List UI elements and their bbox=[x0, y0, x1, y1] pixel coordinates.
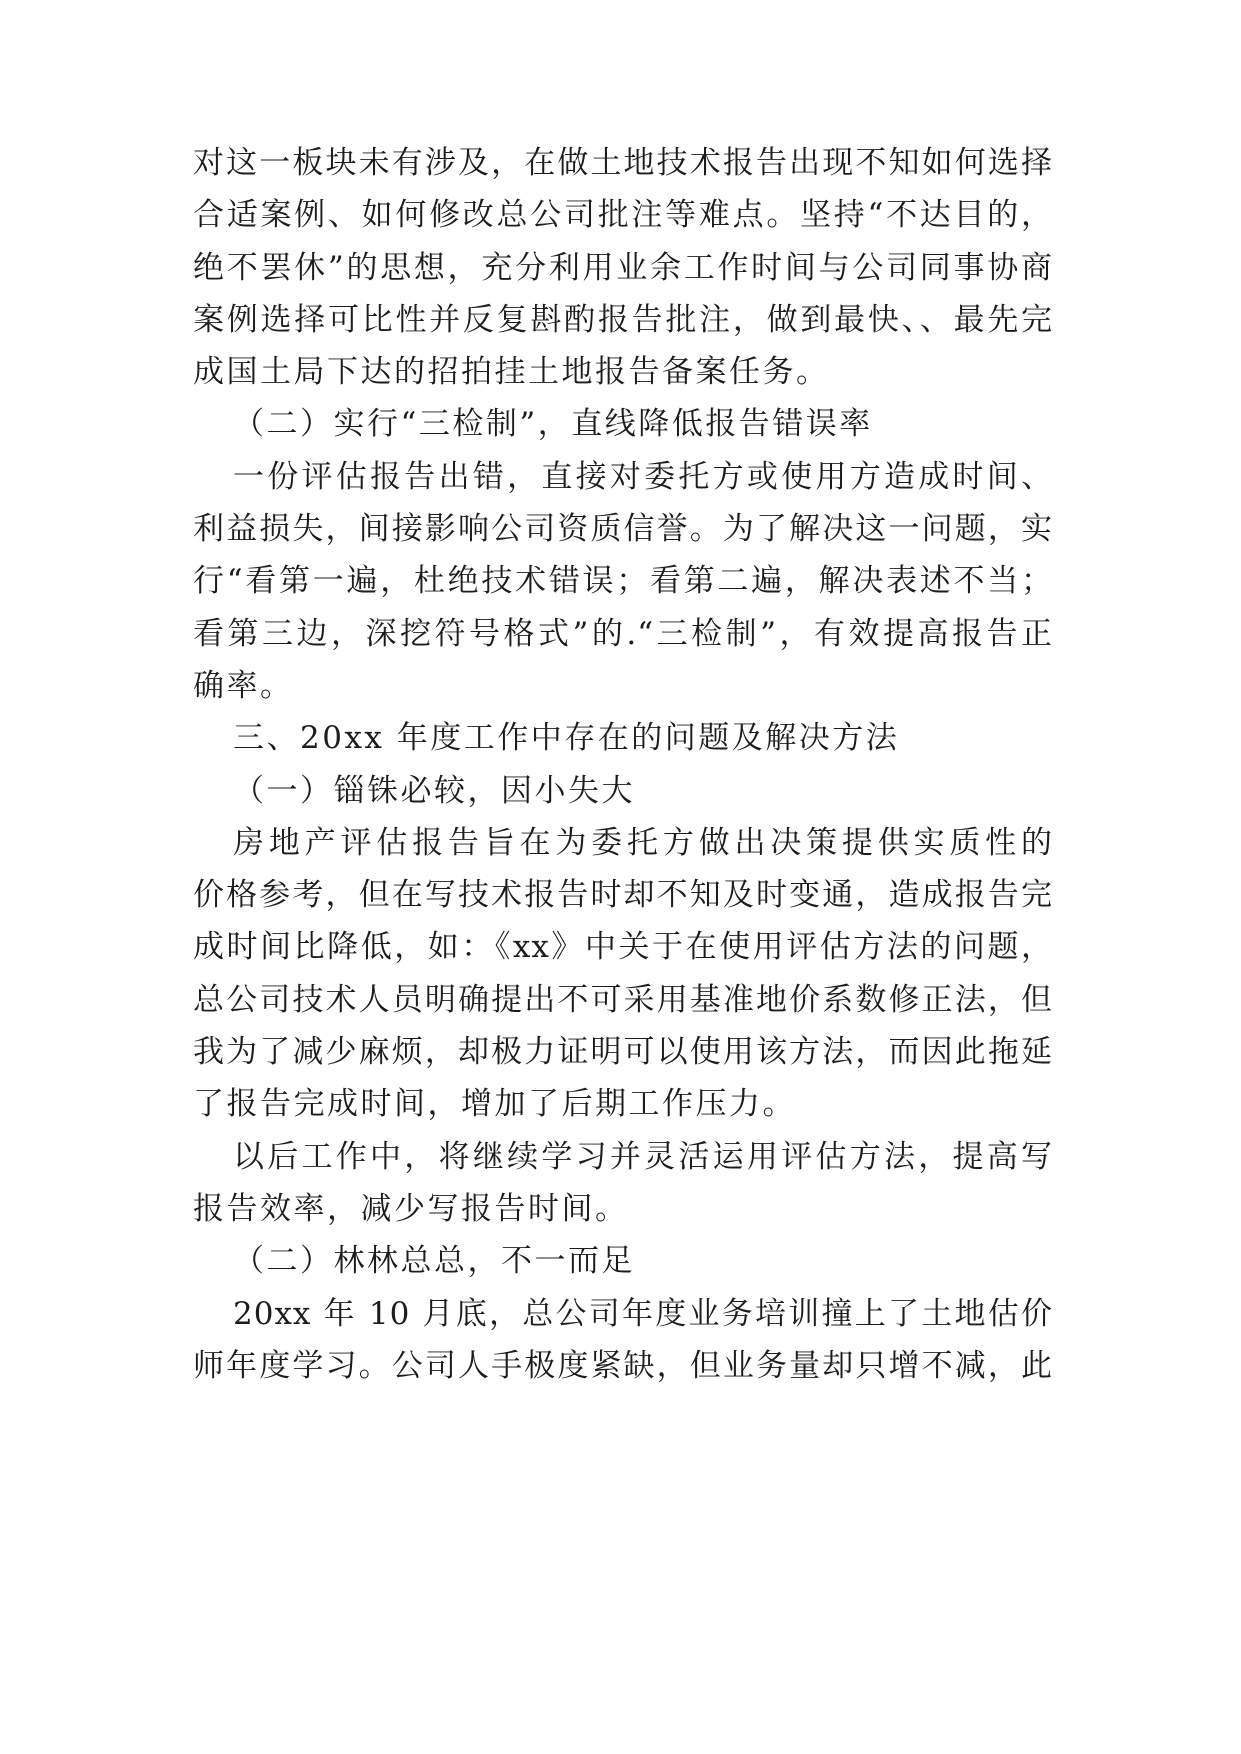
body-text-line: 行“看第一遍，杜绝技术错误；看第二遍，解决表述不当； bbox=[193, 563, 1053, 600]
body-text-line: 总公司技术人员明确提出不可采用基准地价系数修正法，但 bbox=[193, 981, 1053, 1018]
document-body bbox=[193, 137, 1053, 1392]
subsection-heading: （一）锱铢必较，因小失大 bbox=[233, 772, 635, 809]
body-text-line: 一份评估报告出错，直接对委托方或使用方造成时间、 bbox=[233, 458, 1053, 495]
body-text-line: 20xx 年 10 月底，总公司年度业务培训撞上了土地估价 bbox=[233, 1295, 1053, 1332]
subsection-heading: （二）实行“三检制”，直线降低报告错误率 bbox=[233, 406, 873, 443]
body-text-line: 案例选择可比性并反复斟酌报告批注，做到最快、、最先完 bbox=[193, 301, 1053, 338]
body-text-line: 以后工作中，将继续学习并灵活运用评估方法，提高写 bbox=[233, 1138, 1053, 1175]
body-text-line: 对这一板块未有涉及，在做土地技术报告出现不知如何选择 bbox=[193, 145, 1053, 181]
section-heading: 三、20xx 年度工作中存在的问题及解决方法 bbox=[233, 720, 900, 757]
body-text-line: 利益损失，间接影响公司资质信誉。为了解决这一问题，实 bbox=[193, 511, 1053, 548]
body-text-line: 成时间比降低，如：《xx》中关于在使用评估方法的问题， bbox=[193, 929, 1053, 966]
body-text-line: 我为了减少麻烦，却极力证明可以使用该方法，而因此拖延 bbox=[193, 1034, 1053, 1071]
body-text-line: 确率。 bbox=[193, 667, 294, 704]
body-text-line: 了报告完成时间，增加了后期工作压力。 bbox=[193, 1086, 796, 1123]
body-text-line: 绝不罢休”的思想，充分利用业余工作时间与公司同事协商 bbox=[193, 249, 1053, 286]
body-text-line: 报告效率，减少写报告时间。 bbox=[193, 1190, 629, 1227]
body-text-line: 合适案例、如何修改总公司批注等难点。坚持“不达目的， bbox=[193, 197, 1053, 234]
body-text-line: 价格参考，但在写技术报告时却不知及时变通，造成报告完 bbox=[193, 877, 1053, 914]
body-text-line: 师年度学习。公司人手极度紧缺，但业务量却只增不减，此 bbox=[193, 1347, 1053, 1384]
body-text-line: 看第三边，深挖符号格式”的.“三检制”，有效提高报告正 bbox=[193, 615, 1053, 652]
body-text-line: 成国土局下达的招拍挂土地报告备案任务。 bbox=[193, 354, 830, 391]
body-text-line: 房地产评估报告旨在为委托方做出决策提供实质性的 bbox=[233, 824, 1053, 861]
subsection-heading: （二）林林总总，不一而足 bbox=[233, 1243, 635, 1280]
